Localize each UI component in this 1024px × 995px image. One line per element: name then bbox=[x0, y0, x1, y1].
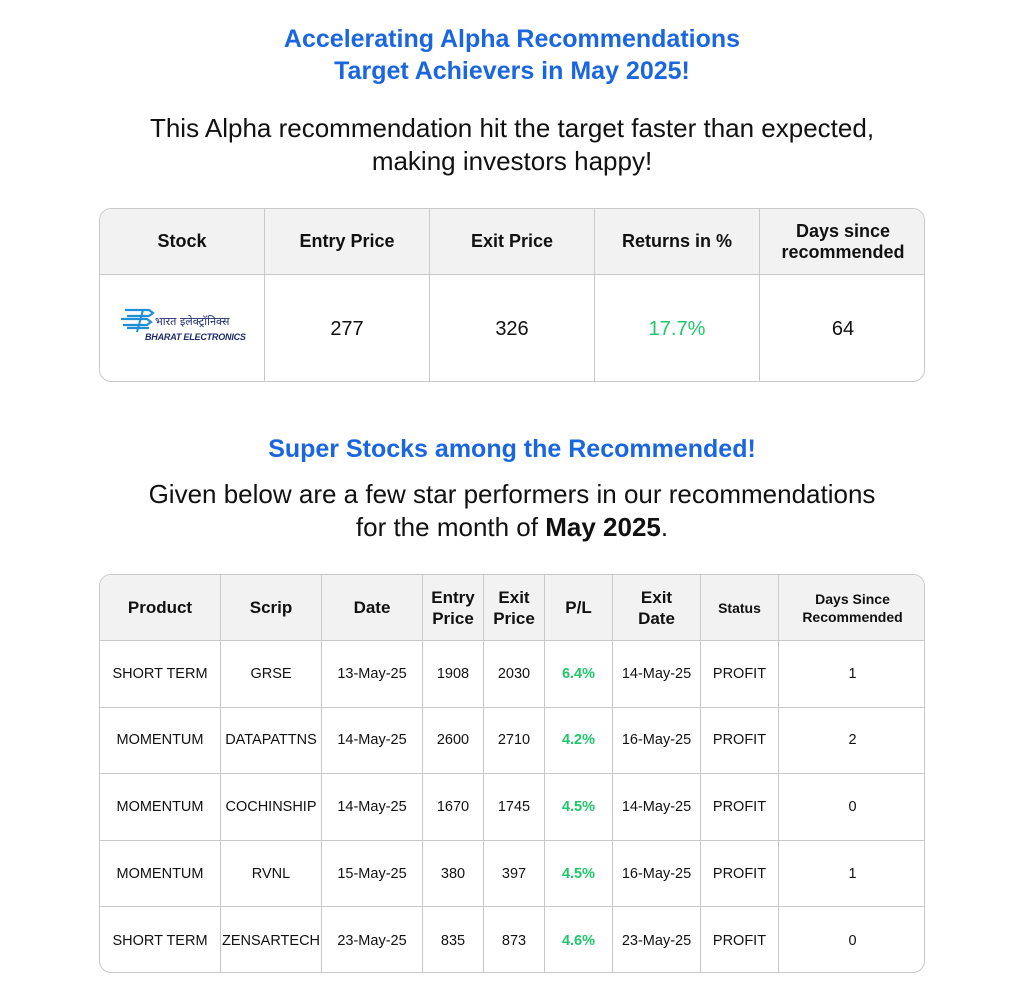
table-row bbox=[100, 275, 925, 382]
column-header-exit-price: Exit Price bbox=[430, 209, 595, 275]
entry-price-cell: 835 bbox=[423, 907, 484, 973]
entry-price-cell: 2600 bbox=[423, 708, 484, 775]
product-cell: MOMENTUM bbox=[100, 708, 221, 775]
date-cell: 23-May-25 bbox=[322, 907, 423, 973]
product-cell: SHORT TERM bbox=[100, 907, 221, 973]
exit-date-cell: 16-May-25 bbox=[613, 841, 701, 908]
column-header-status: Status bbox=[701, 575, 779, 641]
entry-price-cell: 380 bbox=[423, 841, 484, 908]
stocks-table-header-row bbox=[100, 575, 925, 641]
text-prefix: for the month of bbox=[355, 512, 546, 542]
alpha-recommendation-table bbox=[99, 208, 925, 382]
column-header-returns: Returns in % bbox=[595, 209, 760, 275]
column-header-stock: Stock bbox=[100, 209, 265, 275]
scrip-cell: ZENSARTECH bbox=[221, 907, 322, 973]
product-cell: MOMENTUM bbox=[100, 774, 221, 841]
entry-price-cell: 1670 bbox=[423, 774, 484, 841]
month-highlight: May 2025 bbox=[545, 512, 661, 542]
days-since-cell: 2 bbox=[779, 708, 925, 775]
exit-date-cell: 14-May-25 bbox=[613, 641, 701, 708]
super-stocks-text-line2 bbox=[0, 511, 1024, 544]
table-row bbox=[100, 708, 925, 775]
column-header-entry-price: Entry Price bbox=[265, 209, 430, 275]
exit-date-cell: 16-May-25 bbox=[613, 708, 701, 775]
intro-text-line1: This Alpha recommendation hit the target faster than expected, bbox=[149, 113, 875, 143]
exit-price-cell: 2710 bbox=[484, 708, 545, 775]
product-cell: SHORT TERM bbox=[100, 641, 221, 708]
scrip-cell: DATAPATTNS bbox=[221, 708, 322, 775]
super-stocks-text-line1: Given below are a few star performers in our recommendations bbox=[148, 479, 876, 509]
table-row bbox=[100, 841, 925, 908]
status-cell: PROFIT bbox=[701, 841, 779, 908]
table-row bbox=[100, 774, 925, 841]
entry-price-label: Entry Price bbox=[431, 587, 475, 628]
stocks-table-body bbox=[100, 641, 925, 973]
days-since-label: Days since recommended bbox=[781, 220, 905, 262]
exit-date-cell: 23-May-25 bbox=[613, 907, 701, 973]
status-cell: PROFIT bbox=[701, 641, 779, 708]
scrip-cell: GRSE bbox=[221, 641, 322, 708]
super-stocks-title: Super Stocks among the Recommended! bbox=[268, 435, 756, 463]
intro-text-line2: making investors happy! bbox=[371, 146, 653, 176]
column-header-product: Product bbox=[100, 575, 221, 641]
pl-cell: 4.6% bbox=[545, 907, 613, 973]
days-since-cell: 0 bbox=[848, 932, 857, 949]
days-since-cell: 1 bbox=[779, 641, 925, 708]
product-cell: MOMENTUM bbox=[100, 841, 221, 908]
super-stocks-table bbox=[99, 574, 925, 973]
pl-cell: 6.4% bbox=[545, 641, 613, 708]
date-cell: 13-May-25 bbox=[322, 641, 423, 708]
date-cell: 14-May-25 bbox=[322, 774, 423, 841]
exit-price-cell: 326 bbox=[430, 275, 595, 382]
pl-cell: 4.2% bbox=[545, 708, 613, 775]
exit-price-cell: 2030 bbox=[484, 641, 545, 708]
days-since-cell: 1 bbox=[779, 841, 925, 908]
column-header-entry-price bbox=[423, 575, 484, 641]
scrip-cell: RVNL bbox=[221, 841, 322, 908]
status-cell: PROFIT bbox=[701, 774, 779, 841]
column-header-exit-date bbox=[613, 575, 701, 641]
exit-price-cell: 1745 bbox=[484, 774, 545, 841]
pl-cell: 4.5% bbox=[545, 841, 613, 908]
column-header-date: Date bbox=[322, 575, 423, 641]
logo-english-text: BHARAT ELECTRONICS bbox=[145, 332, 246, 342]
exit-price-cell: 873 bbox=[484, 907, 545, 973]
days-since-recommended-label: Days Since Recommended bbox=[802, 590, 903, 625]
main-title-line1: Accelerating Alpha Recommendations bbox=[283, 25, 741, 53]
exit-date-label: Exit Date bbox=[638, 587, 675, 628]
exit-price-label: Exit Price bbox=[493, 587, 535, 628]
text-suffix: . bbox=[660, 512, 669, 542]
exit-price-cell: 397 bbox=[484, 841, 545, 908]
pl-cell: 4.5% bbox=[545, 774, 613, 841]
column-header-scrip: Scrip bbox=[221, 575, 322, 641]
days-cell: 64 bbox=[831, 317, 855, 340]
date-cell: 14-May-25 bbox=[322, 708, 423, 775]
returns-cell: 17.7% bbox=[595, 275, 760, 382]
column-header-exit-price bbox=[484, 575, 545, 641]
alpha-table-header-row bbox=[100, 209, 925, 275]
status-cell: PROFIT bbox=[701, 708, 779, 775]
days-since-cell: 0 bbox=[779, 774, 925, 841]
stock-logo-cell bbox=[100, 275, 265, 382]
scrip-cell: COCHINSHIP bbox=[221, 774, 322, 841]
bharat-electronics-logo bbox=[119, 306, 245, 346]
logo-hindi-text: भारत इलेक्ट्रॉनिक्स bbox=[155, 315, 230, 328]
date-cell: 15-May-25 bbox=[322, 841, 423, 908]
table-row bbox=[100, 641, 925, 708]
table-row bbox=[100, 907, 925, 973]
entry-price-cell: 277 bbox=[265, 275, 430, 382]
exit-date-cell: 14-May-25 bbox=[613, 774, 701, 841]
column-header-pl: P/L bbox=[545, 575, 613, 641]
status-cell: PROFIT bbox=[701, 907, 779, 973]
entry-price-cell: 1908 bbox=[423, 641, 484, 708]
column-header-days-since bbox=[760, 209, 925, 275]
column-header-days-since bbox=[779, 575, 925, 641]
main-title-line2: Target Achievers in May 2025! bbox=[334, 57, 690, 85]
